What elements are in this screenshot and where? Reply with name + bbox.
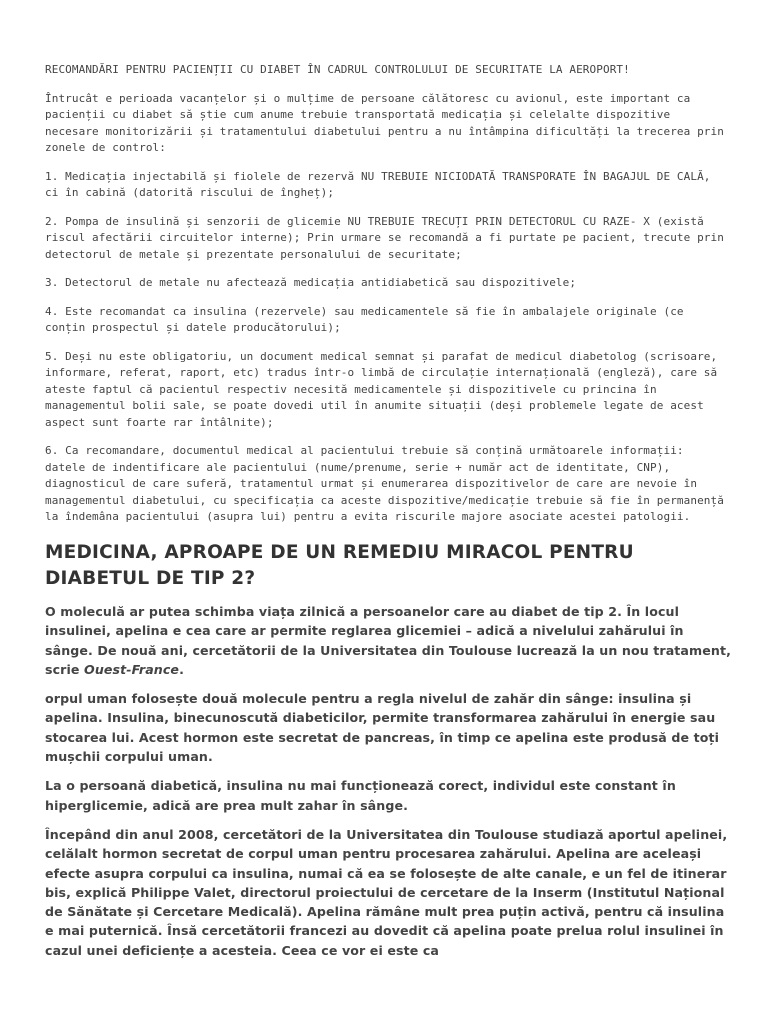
article-headline: MEDICINA, APROAPE DE UN REMEDIU MIRACOL PENTRU DIABETUL DE TIP 2? [45,542,634,589]
article-paragraph-3: La o persoană diabetică, insulina nu mai funcționează corect, individul este constant în hiperglicemie, adică are prea mult zahar în sânge. [45,778,676,813]
intro-paragraph: Întrucât e perioada vacanțelor și o mulțime de persoane călătoresc cu avionul, este important ca pacienții cu diabet să știe cum anume trebuie transportată medicația și celelalte dispozitive necesare monitorizării și tratamentului diabetului pentru a nu întâmpina dificultăți la trecerea prin zonele de control: [45,91,731,154]
source-link[interactable]: Ouest-France [84,661,180,677]
article-body [45,602,735,970]
article-paragraph-4: Începând din anul 2008, cercetători de la Universitatea din Toulouse studiază aportul apelinei, celălalt hormon secretat de corpul uman pentru procesarea zahărului. Apelina are aceleași efecte asupra corpului ca insulina, numai că ea se folosește de alte canale, e un fel de itinerar bis, explică Philippe Valet, directorul proiectului de cercetare de la Inserm (Institutul Național de Sănătate și Cercetare Medicală). Apelina rămâne mult prea puțin activă, pentru că insulina e mai puternică. Însă cercetătorii francezi au dovedit că apelina poate prelua rolul insulinei în cazul unei deficiențe a acesteia. Ceea ce vor ei este ca [45,826,728,958]
recommendation-item-5: 5. Deși nu este obligatoriu, un document medical semnat și parafat de medicul diabetolog (scrisoare, informare, referat, raport, etc) tradus într-o limbă de circulație internațională (engleză), care să ateste faptul că pacientul respectiv necesită medicamentele și dispozitivele cu princina în managementul bolii sale, se poate dovedi util în anumite situații (deși problemele legate de acest aspect sunt foarte rar întâlnite); [45,349,724,429]
airport-recommendations-section [45,62,731,538]
recommendation-item-3: 3. Detectorul de metale nu afectează medicația antidiabetică sau dispozitivele; [45,276,577,289]
article-paragraph-2: orpul uman folosește două molecule pentru a regla nivelul de zahăr din sânge: insulina și apelina. Insulina, binecunoscută diabeticilor, permite transformarea zahărului în energie sau stocarea lui. Acest hormon este secretat de pancreas, în timp ce apelina este produsă de toți mușchii corpului uman. [45,691,720,765]
lead-end: . [179,661,184,677]
recommendation-item-2: 2. Pompa de insulină și senzorii de glicemie NU TREBUIE TRECUȚI PRIN DETECTORUL CU RAZE- X (există riscul afectării circuitelor interne); Prin urmare se recomandă a fi purtate pe pacient, trecute prin detectorul de metale și prezentate personalului de securitate; [45,214,731,261]
recommendation-item-4: 4. Este recomandat ca insulina (rezervele) sau medicamentele să fie în ambalajele originale (ce conțin prospectul și datele producătorului); [45,304,691,334]
article-lead-paragraph [45,602,735,679]
lead-text: O moleculă ar putea schimba viața zilnică a persoanelor care au diabet de tip 2. În locul insulinei, apelina e cea care ar permite reglarea glicemiei – adică a nivelului zahărului în sânge. De nouă ani, cercetătorii de la Universitatea din Toulouse lucrează la un nou tratament, scrie [45,604,731,677]
recommendation-item-6: 6. Ca recomandare, documentul medical al pacientului trebuie să conțină următoarele informații: datele de indentificare ale pacientului (nume/prenume, serie + număr act de identitate, CNP), diagnosticul de care suferă, tratamentul urmat și enumerarea dispozitivelor de care are nevoie în managementul diabetului, cu specificația ca aceste dispozitive/medicație trebuie să fie în permanență la îndemâna pacientului (asupra lui) pentru a evita riscurile majore asociate acestei patologii. [45,444,731,523]
section-title: RECOMANDĂRI PENTRU PACIENȚII CU DIABET ÎN CADRUL CONTROLULUI DE SECURITATE LA AEROPORT! [45,63,630,76]
recommendation-item-1: 1. Medicația injectabilă și fiolele de rezervă NU TREBUIE NICIODATĂ TRANSPORATE ÎN BAGAJUL DE CALĂ, ci în cabină (datorită riscului de îngheț); [45,169,718,199]
